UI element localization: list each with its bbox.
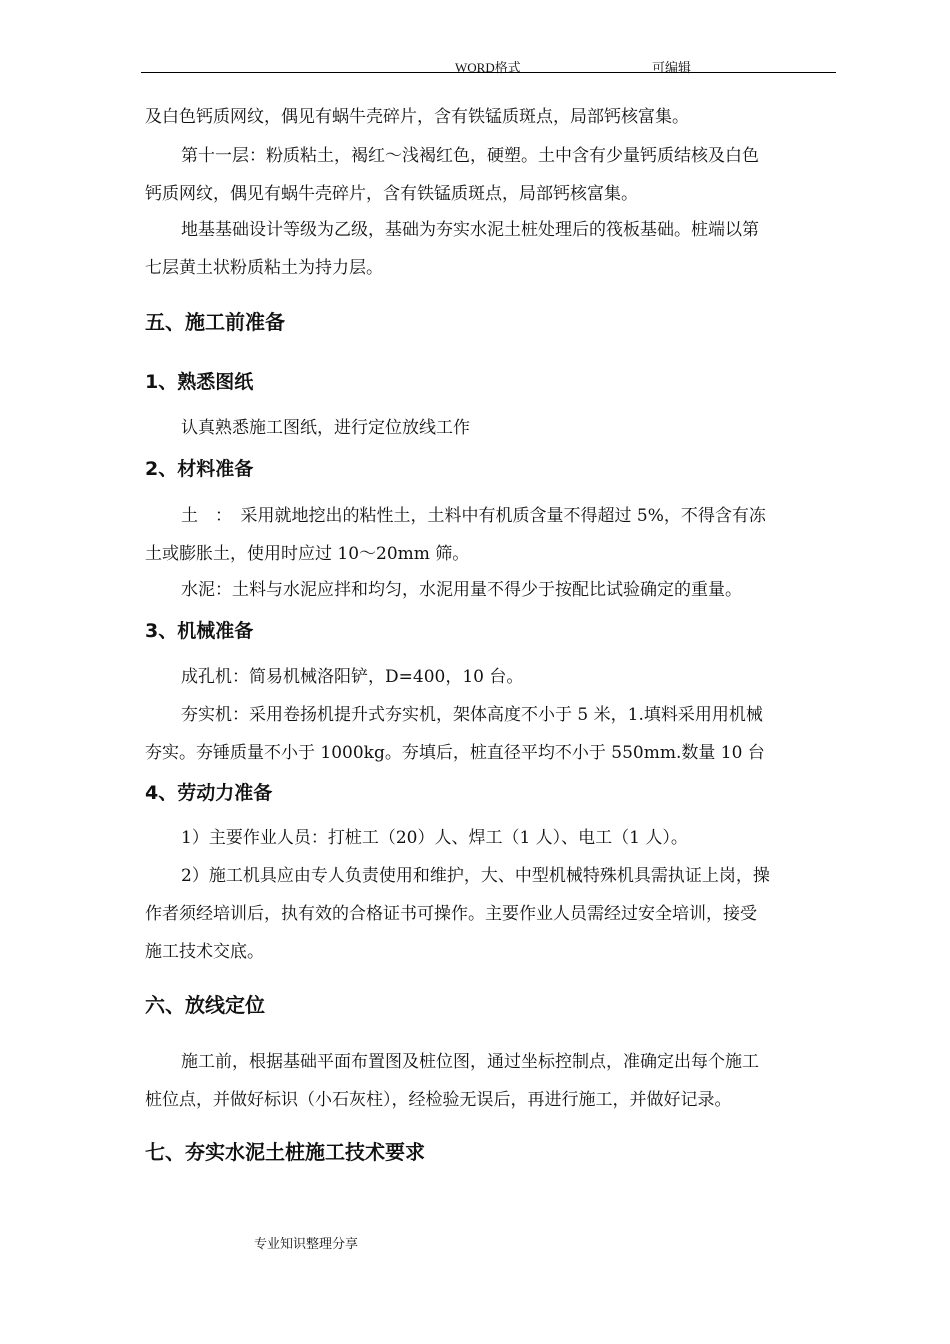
- subheading-labor: 4、劳动力准备: [145, 782, 273, 804]
- paragraph-layer-eleven: [145, 137, 835, 213]
- paragraph-labor-personnel: [145, 819, 835, 857]
- section-heading-preparation: 五、施工前准备: [145, 310, 285, 334]
- paragraph-drilling-machine: [145, 658, 835, 696]
- paragraph-layout: [145, 1043, 835, 1119]
- paragraph-line: 施工技术交底。: [145, 942, 264, 962]
- header-format-label: WORD格式: [455, 60, 521, 75]
- paragraph-line: 夯实机：采用卷扬机提升式夯实机，架体高度不小于 5 米，1.填料采用用机械: [181, 705, 763, 725]
- section-heading-technical-requirements: 七、夯实水泥土桩施工技术要求: [145, 1140, 425, 1164]
- paragraph-soil: [145, 497, 835, 573]
- subheading-materials: 2、材料准备: [145, 458, 254, 480]
- section-heading-layout: 六、放线定位: [145, 993, 265, 1017]
- paragraph-line: 1）主要作业人员：打桩工（20）人、焊工（1 人）、电工（1 人）。: [181, 828, 688, 848]
- paragraph-line: 七层黄土状粉质粘土为持力层。: [145, 258, 383, 278]
- paragraph-line: 土或膨胀土，使用时应过 10～20mm 筛。: [145, 544, 470, 564]
- header-divider: [141, 72, 836, 73]
- paragraph-line: 水泥：土料与水泥应拌和均匀，水泥用量不得少于按配比试验确定的重量。: [181, 580, 742, 600]
- paragraph-foundation: [145, 211, 835, 287]
- paragraph-line: 作者须经培训后，执有效的合格证书可操作。主要作业人员需经过安全培训，接受: [145, 904, 757, 924]
- paragraph-line: 土 ： 采用就地挖出的粘性土，土料中有机质含量不得超过 5%，不得含有冻: [181, 506, 766, 526]
- subheading-drawings: 1、熟悉图纸: [145, 371, 254, 393]
- paragraph-tamping-machine: [145, 696, 835, 772]
- paragraph-labor-equipment: [145, 857, 835, 971]
- paragraph-line: 桩位点，并做好标识（小石灰柱），经检验无误后，再进行施工，并做好记录。: [145, 1090, 732, 1110]
- paragraph-line: 夯实。夯锤质量不小于 1000kg。夯填后，桩直径平均不小于 550mm.数量 10 台: [145, 743, 765, 763]
- paragraph-line: 2）施工机具应由专人负责使用和维护，大、中型机械特殊机具需执证上岗，操: [181, 866, 770, 886]
- paragraph-line: 钙质网纹，偶见有蜗牛壳碎片，含有铁锰质斑点，局部钙核富集。: [145, 184, 638, 204]
- paragraph-cement: [145, 571, 835, 609]
- paragraph-line: 地基基础设计等级为乙级，基础为夯实水泥土桩处理后的筏板基础。桩端以第: [181, 220, 759, 240]
- subheading-machinery: 3、机械准备: [145, 620, 254, 642]
- paragraph-line: 施工前，根据基础平面布置图及桩位图，通过坐标控制点，准确定出每个施工: [181, 1052, 759, 1072]
- paragraph-line: 认真熟悉施工图纸，进行定位放线工作: [181, 418, 470, 438]
- paragraph-line: 及白色钙质网纹，偶见有蜗牛壳碎片，含有铁锰质斑点，局部钙核富集。: [145, 107, 689, 127]
- paragraph-line: 成孔机：简易机械洛阳铲，D=400，10 台。: [181, 667, 524, 687]
- footer-text: 专业知识整理分享: [254, 1237, 359, 1252]
- paragraph-continuation: [145, 98, 835, 136]
- header-editable-label: 可编辑: [652, 60, 692, 75]
- paragraph-line: 第十一层：粉质粘土，褐红～浅褐红色，硬塑。土中含有少量钙质结核及白色: [181, 146, 759, 166]
- paragraph-drawings: [145, 409, 835, 447]
